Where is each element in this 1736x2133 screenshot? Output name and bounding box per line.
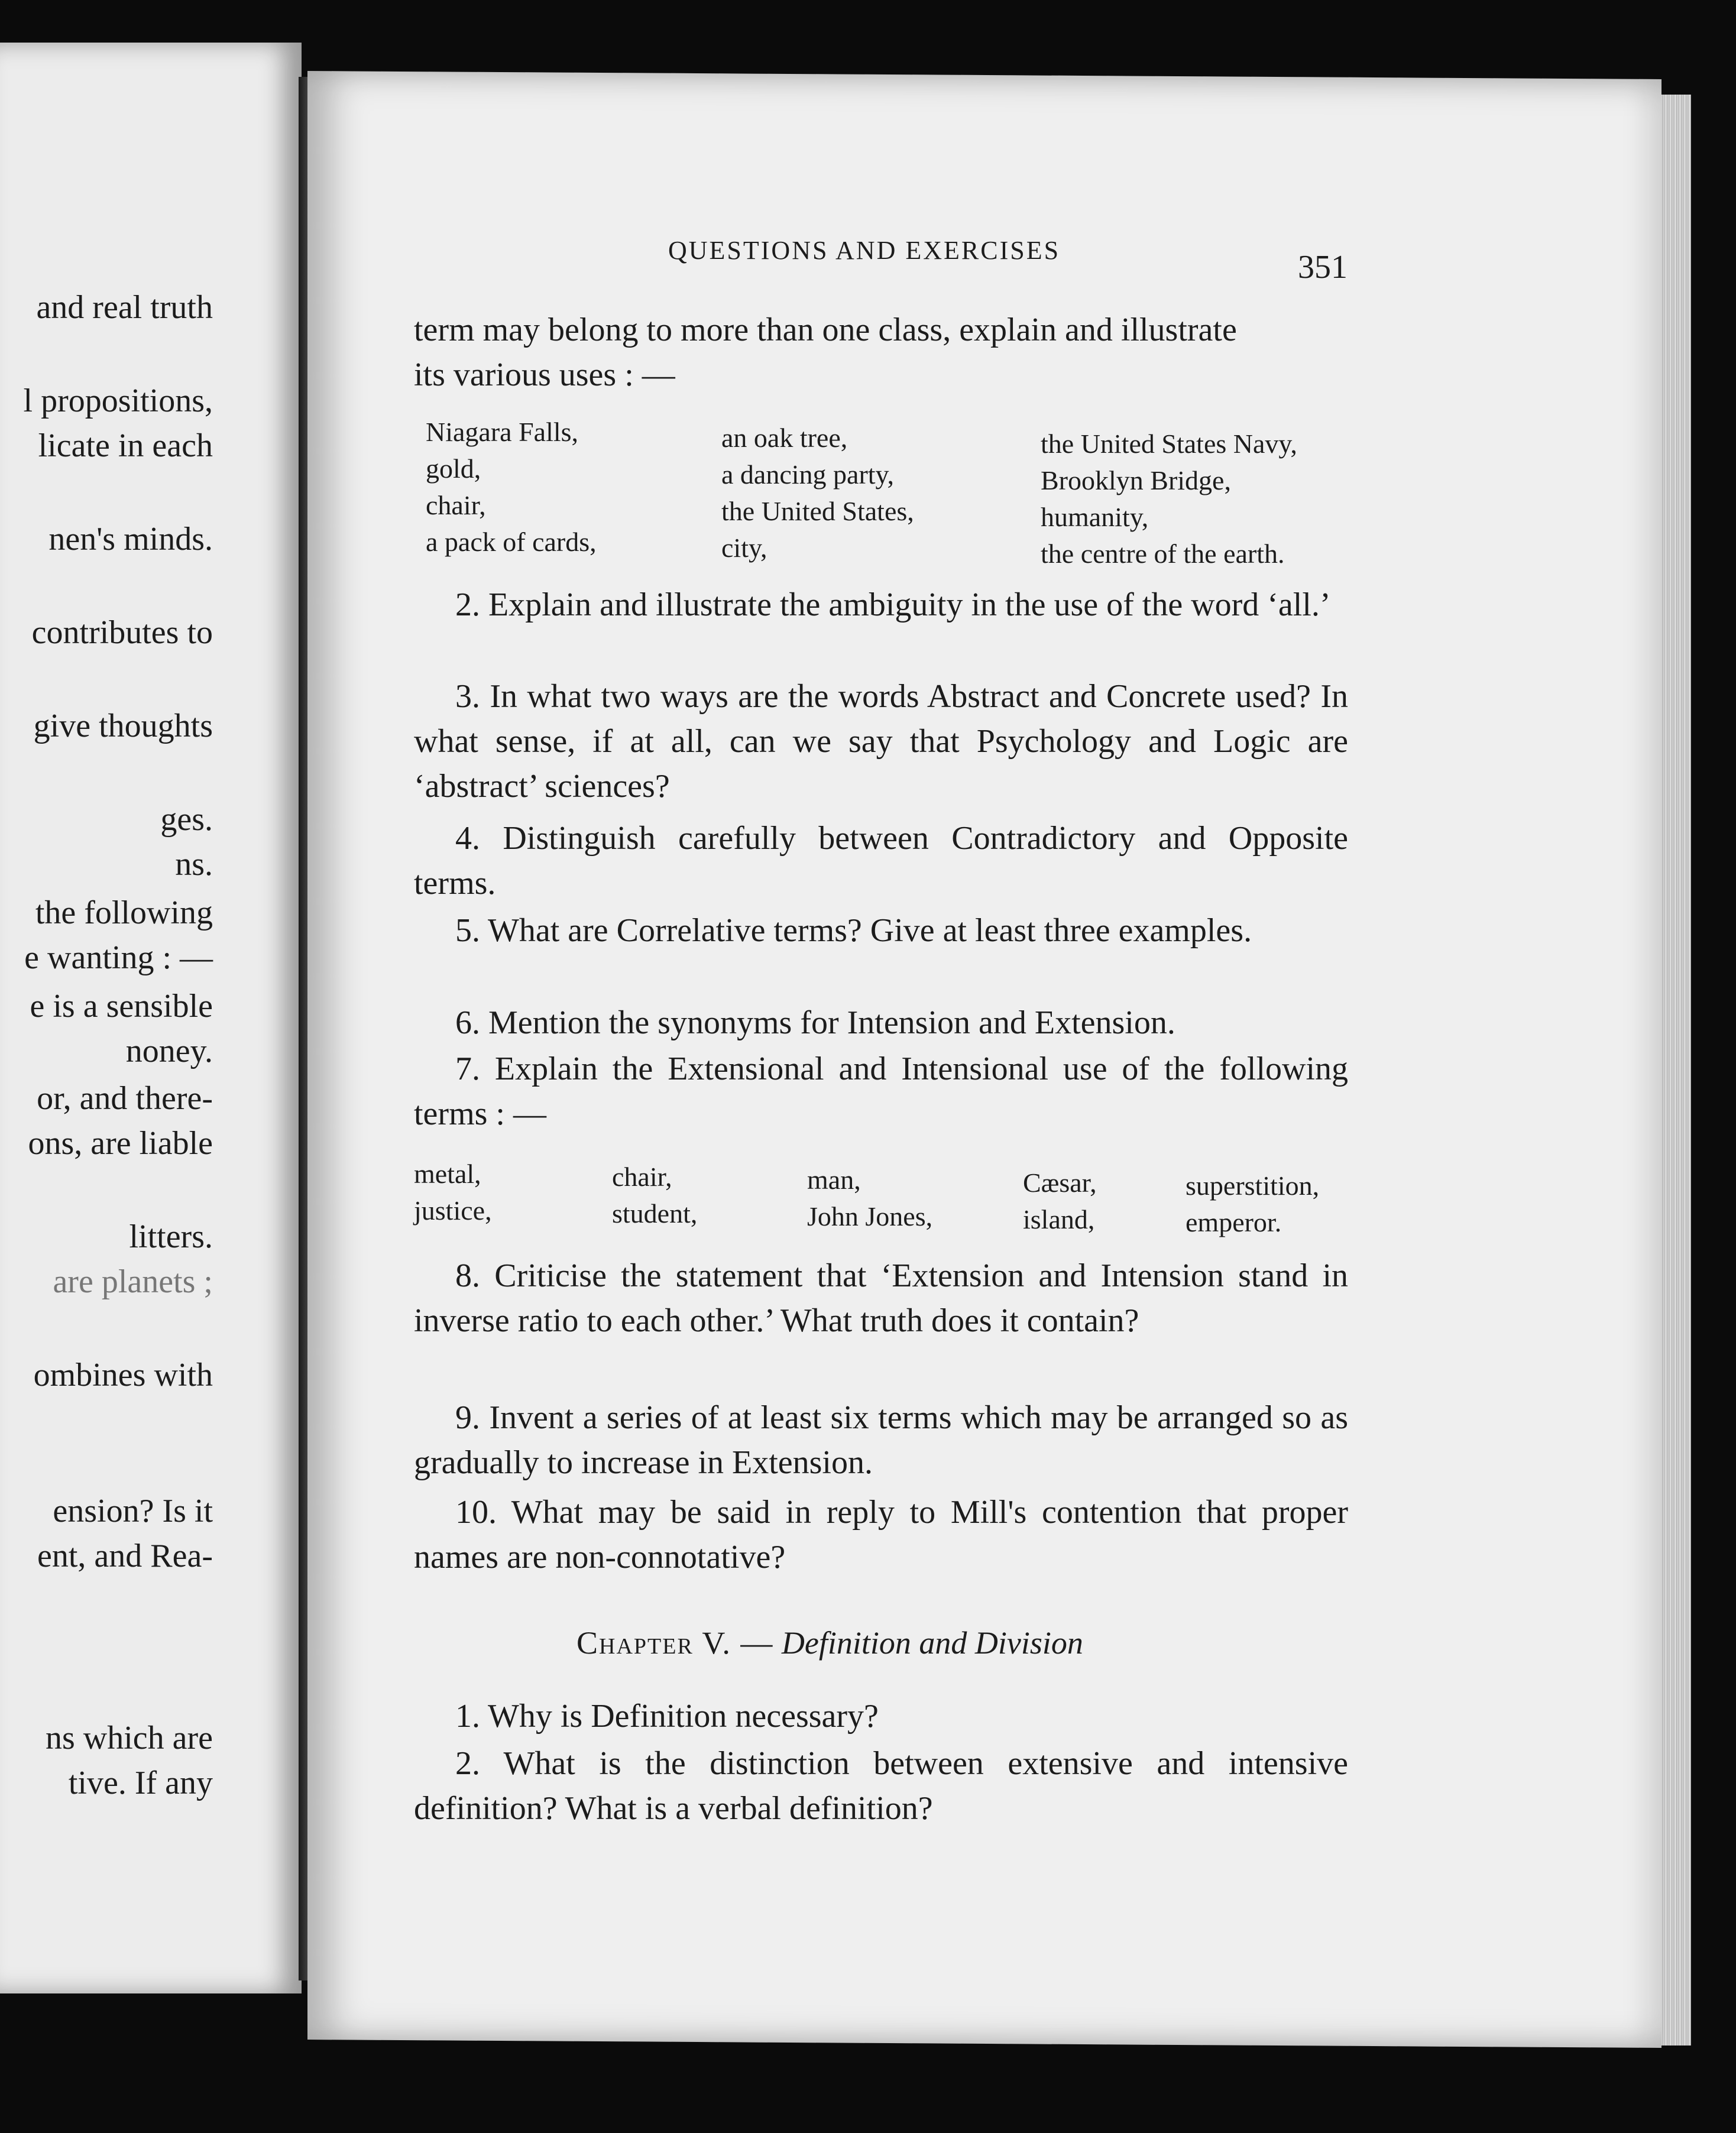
left-line: ombines with (33, 1357, 213, 1393)
left-line: or, and there- (37, 1080, 213, 1117)
left-line: contributes to (31, 614, 213, 651)
term: superstition, (1186, 1171, 1320, 1201)
term: student, (612, 1198, 698, 1228)
term: metal, (414, 1159, 481, 1189)
left-line: ns which are (45, 1720, 213, 1756)
intro-line-2: its various uses : — (414, 356, 675, 393)
term: Brooklyn Bridge, (1041, 465, 1231, 495)
term: justice, (414, 1195, 492, 1226)
left-line: e is a sensible (30, 988, 213, 1025)
question-text: Explain and illustrate the ambiguity in the use of the word ‘all.’ (488, 586, 1331, 623)
term: emperor. (1186, 1207, 1282, 1237)
left-line: ension? Is it (53, 1493, 213, 1529)
question-4 (414, 816, 1348, 906)
terms-list-2-col4 (1023, 1165, 1097, 1238)
terms-list-2-col1 (414, 1156, 492, 1229)
terms-list-2-col2 (612, 1159, 697, 1232)
intro-line (414, 307, 1348, 397)
term: humanity, (1041, 502, 1149, 532)
question-10 (414, 1490, 1348, 1580)
question-number: 1. (455, 1698, 480, 1735)
question-number: 7. (455, 1051, 480, 1087)
question-number: 10. (455, 1494, 497, 1531)
term: John Jones, (807, 1201, 933, 1231)
left-line: e wanting : — (24, 939, 213, 976)
terms-list-1-col2 (721, 420, 914, 566)
question-text: What is the distinction between extensive and intensive definition? What is a verbal definition? (414, 1745, 1348, 1827)
terms-list-1-col3 (1041, 426, 1297, 572)
question-text: What are Correlative terms? Give at least three examples. (488, 912, 1252, 949)
question-number: 4. (455, 820, 480, 857)
term: the United States Navy, (1041, 429, 1297, 459)
chapter-question-2 (414, 1741, 1348, 1831)
question-number: 6. (455, 1004, 480, 1041)
question-6 (414, 1000, 1348, 1045)
left-line: licate in each (38, 427, 213, 464)
question-text: Invent a series of at least six terms which may be arranged so as gradually to increase in Extension. (414, 1399, 1348, 1481)
left-line: tive. If any (68, 1765, 213, 1801)
chapter-label: Chapter V. — (576, 1625, 774, 1661)
term: a dancing party, (721, 459, 895, 490)
term: island, (1023, 1204, 1095, 1234)
term: a pack of cards, (426, 527, 597, 557)
left-line: the following (35, 894, 213, 931)
question-5 (414, 908, 1348, 953)
chapter-question-1 (414, 1694, 1348, 1739)
chapter-title: Definition and Division (781, 1625, 1083, 1661)
question-number: 9. (455, 1399, 480, 1436)
left-line: l propositions, (23, 382, 213, 419)
intro-line-1: term may belong to more than one class, explain and illustrate (414, 312, 1237, 348)
question-number: 2. (455, 1745, 480, 1782)
left-line: ent, and Rea- (37, 1538, 213, 1574)
question-9 (414, 1395, 1348, 1485)
left-line: litters. (129, 1218, 213, 1255)
question-text: What may be said in reply to Mill's contention that proper names are non-connotative? (414, 1494, 1348, 1576)
left-line: noney. (125, 1033, 213, 1069)
terms-list-2-col5 (1186, 1168, 1319, 1241)
left-line: and real truth (36, 289, 213, 326)
term: Niagara Falls, (426, 417, 579, 447)
term: gold, (426, 453, 481, 484)
term: the centre of the earth. (1041, 539, 1285, 569)
left-line: ges. (160, 801, 213, 838)
term: man, (807, 1165, 861, 1195)
question-text: Why is Definition necessary? (488, 1698, 879, 1735)
question-text: In what two ways are the words Abstract and Concrete used? In what sense, if at all, can we say that Psychology and Logic are ‘abstract’ sciences? (414, 678, 1348, 805)
left-line: give thoughts (33, 708, 213, 744)
question-text: Distinguish carefully between Contradictory and Opposite terms. (414, 820, 1349, 902)
page-number: 351 (1298, 249, 1348, 286)
chapter-heading (576, 1625, 1083, 1661)
left-line: ons, are liable (28, 1125, 213, 1162)
running-head: QUESTIONS AND EXERCISES (668, 236, 1061, 265)
term: the United States, (721, 496, 914, 526)
question-number: 5. (455, 912, 480, 949)
left-page (0, 43, 302, 1993)
question-text: Criticise the statement that ‘Extension and Intension stand in inverse ratio to each other.’ What truth does it contain? (414, 1257, 1349, 1339)
term: chair, (426, 490, 486, 520)
question-text: Mention the synonyms for Intension and Extension. (488, 1004, 1175, 1041)
left-line: are planets ; (53, 1263, 213, 1300)
left-line: ns. (175, 846, 213, 883)
question-number: 2. (455, 586, 480, 623)
terms-list-1-col1 (426, 414, 597, 560)
question-number: 3. (455, 678, 480, 715)
question-2 (414, 582, 1348, 627)
term: an oak tree, (721, 423, 848, 453)
term: chair, (612, 1162, 672, 1192)
term: city, (721, 533, 767, 563)
term: Cæsar, (1023, 1168, 1097, 1198)
question-8 (414, 1253, 1348, 1343)
question-number: 8. (455, 1257, 480, 1294)
question-text: Explain the Extensional and Intensional use of the following terms : — (414, 1051, 1349, 1132)
question-3 (414, 674, 1348, 809)
left-line: nen's minds. (48, 521, 213, 557)
terms-list-2-col3 (807, 1162, 932, 1235)
question-7 (414, 1046, 1348, 1136)
